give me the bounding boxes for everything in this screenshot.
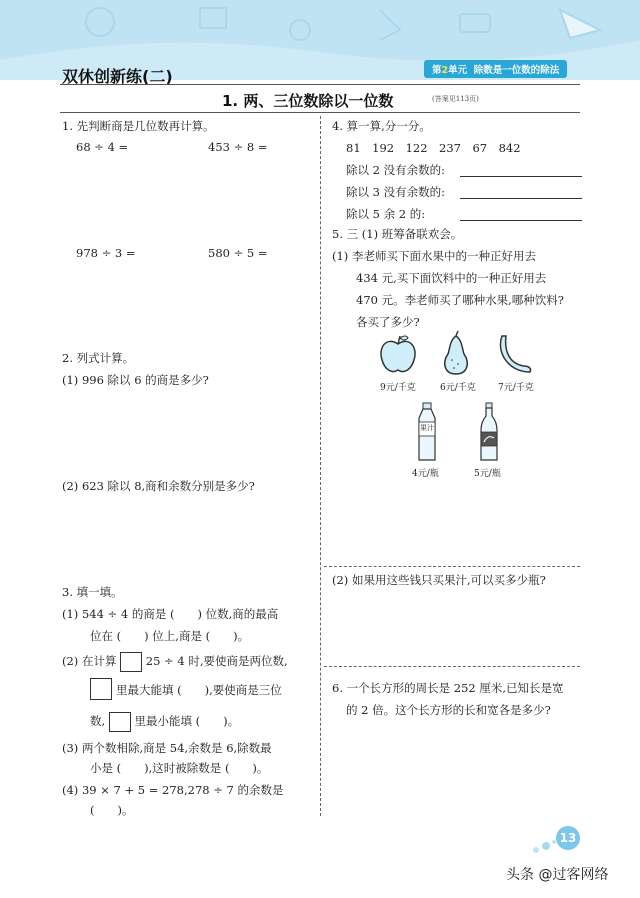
cola-price: 5元/瓶 <box>474 469 501 479</box>
unit-number: 2 <box>441 65 449 76</box>
q6-line-1: 6. 一个长方形的周长是 252 厘米,已知长是宽 <box>332 681 564 695</box>
q4-number-list: 81 192 122 237 67 842 <box>346 141 521 155</box>
q3-part-4-line-2: ( )。 <box>90 803 134 817</box>
right-divider-q5 <box>324 566 580 567</box>
section-title: 1. 两、三位数除以一位数 <box>222 92 394 110</box>
q3-part-1-line-1: (1) 544 ÷ 4 的商是 ( ) 位数,商的最高 <box>62 607 279 621</box>
q3-part-1-line-2: 位在 ( ) 位上,商是 ( )。 <box>90 629 250 643</box>
q4-answer-line-1[interactable] <box>460 176 582 177</box>
sheet-title: 双休创新练(二) <box>62 67 173 86</box>
banana-icon <box>494 332 534 376</box>
q3-part-2-suffix: 25 ÷ 4 时,要使商是两位数, <box>145 654 288 668</box>
q5-stem: 5. 三 (1) 班筹备联欢会。 <box>332 227 463 241</box>
q5-part-1-line-1: (1) 李老师买下面水果中的一种正好用去 <box>332 249 536 263</box>
title-rule <box>60 84 580 85</box>
q5-part-1-line-3: 470 元。李老师买了哪种水果,哪种饮料? <box>356 293 564 307</box>
q4-line-3-label: 除以 5 余 2 的: <box>346 207 426 221</box>
q3-part-2-line-2: 里最大能填 ( ),要使商是三位 <box>116 683 282 697</box>
q3-part-3-line-2: 小是 ( ),这时被除数是 ( )。 <box>90 761 269 775</box>
q3-part-2-line-3-prefix: 数, <box>90 714 106 728</box>
q1-expr-4: 580 ÷ 5 = <box>208 246 268 260</box>
q2-part-1: (1) 996 除以 6 的商是多少? <box>62 373 209 387</box>
cola-bottle-icon <box>476 402 502 462</box>
q5-part-2: (2) 如果用这些钱只买果汁,可以买多少瓶? <box>332 573 546 587</box>
q4-answer-line-3[interactable] <box>460 220 582 221</box>
unit-suffix: 单元 <box>448 65 468 76</box>
unit-label: 第 <box>432 65 442 76</box>
digit-box-3[interactable] <box>109 712 131 732</box>
q6-line-2: 的 2 倍。这个长方形的长和宽各是多少? <box>346 703 551 717</box>
apple-price: 9元/千克 <box>380 383 416 393</box>
q4-line-2-label: 除以 3 没有余数的: <box>346 185 446 199</box>
q3-stem: 3. 填一填。 <box>62 585 123 599</box>
q3-part-4-line-1: (4) 39 × 7 + 5 = 278,278 ÷ 7 的余数是 <box>62 783 284 797</box>
pear-price: 6元/千克 <box>440 383 476 393</box>
digit-box-2[interactable] <box>90 678 112 700</box>
q2-stem: 2. 列式计算。 <box>62 351 135 365</box>
q2-part-2: (2) 623 除以 8,商和余数分别是多少? <box>62 479 255 493</box>
unit-tag <box>424 60 567 78</box>
section-rule <box>60 112 580 113</box>
q3-part-3-line-1: (3) 两个数相除,商是 54,余数是 6,除数最 <box>62 741 272 755</box>
answer-reference: (答案见113页) <box>432 95 479 103</box>
unit-topic: 除数是一位数的除法 <box>473 65 560 76</box>
right-divider-q6 <box>324 666 580 667</box>
q3-part-2-line-3 <box>90 712 239 732</box>
juice-price: 4元/瓶 <box>412 469 439 479</box>
banana-price: 7元/千克 <box>498 383 534 393</box>
page-number: 13 <box>556 826 580 850</box>
q1-expr-2: 453 ÷ 8 = <box>208 140 268 154</box>
q3-part-2-line-3-suffix: 里最小能填 ( )。 <box>134 714 240 728</box>
column-divider <box>320 116 321 816</box>
q3-part-2-prefix: (2) 在计算 <box>62 654 117 668</box>
juice-label: 果汁 <box>420 424 434 432</box>
pear-icon <box>436 330 476 376</box>
q4-line-1-label: 除以 2 没有余数的: <box>346 163 446 177</box>
q1-expr-1: 68 ÷ 4 = <box>76 140 129 154</box>
q1-expr-3: 978 ÷ 3 = <box>76 246 136 260</box>
q4-stem: 4. 算一算,分一分。 <box>332 119 431 133</box>
q5-part-1-line-4: 各买了多少? <box>356 315 420 329</box>
q1-stem: 1. 先判断商是几位数再计算。 <box>62 119 215 133</box>
q5-part-1-line-2: 434 元,买下面饮料中的一种正好用去 <box>356 271 547 285</box>
q4-answer-line-2[interactable] <box>460 198 582 199</box>
q3-part-2-line-1 <box>62 652 288 672</box>
apple-icon <box>376 332 420 376</box>
watermark-text: 头条 @过客网络 <box>506 867 609 883</box>
digit-box-1[interactable] <box>120 652 142 672</box>
